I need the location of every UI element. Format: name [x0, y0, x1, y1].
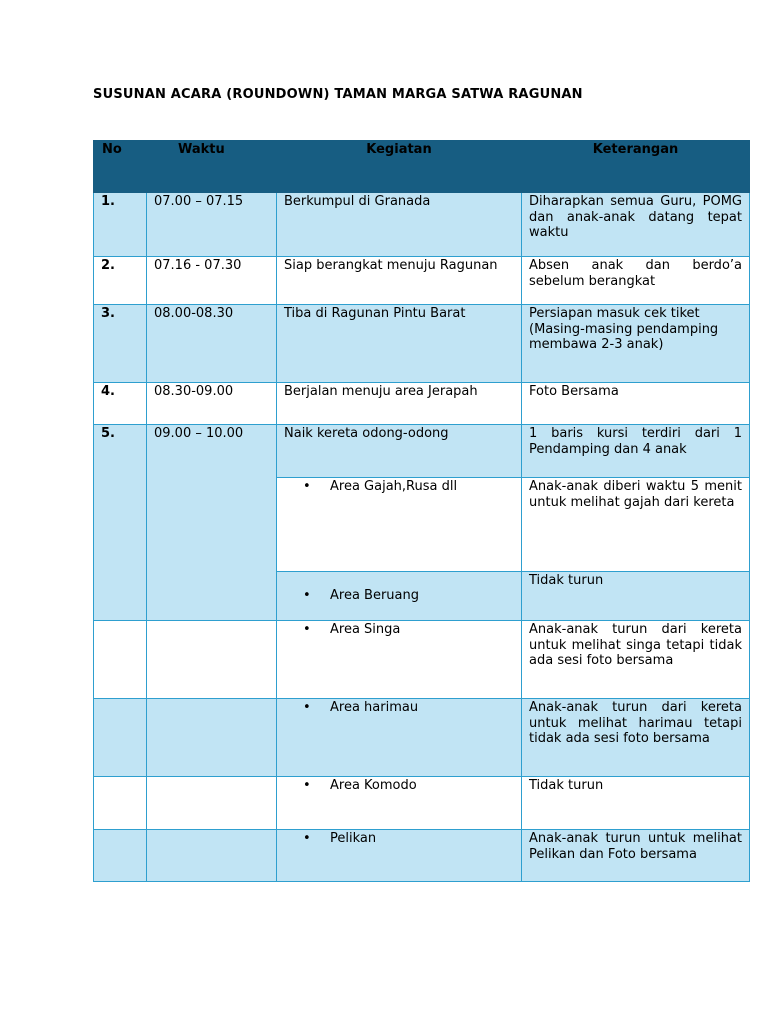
- row-activity: Berjalan menuju area Jerapah: [277, 383, 522, 425]
- row-note: 1 baris kursi terdiri dari 1 Pendamping dan 4 anak: [522, 425, 750, 478]
- bullet-label: Area Beruang: [330, 588, 420, 603]
- row-note: Tidak turun: [522, 572, 750, 621]
- table-row: [94, 777, 750, 830]
- bullet-icon: •: [303, 588, 311, 603]
- schedule-table: [93, 140, 750, 882]
- row-activity: [277, 699, 522, 777]
- table-row: [94, 699, 750, 777]
- row-activity: Siap berangkat menuju Ragunan: [277, 257, 522, 305]
- table-row: [94, 425, 750, 478]
- row-number: 1.: [94, 193, 147, 257]
- empty-cell: [147, 699, 277, 777]
- table-row: [94, 193, 750, 257]
- row-activity: [277, 830, 522, 882]
- row-note: Tidak turun: [522, 777, 750, 830]
- table-row: [94, 830, 750, 882]
- row-note: Absen anak dan berdo’a sebelum berangkat: [522, 257, 750, 305]
- row-time: 07.00 – 07.15: [147, 193, 277, 257]
- bullet-label: Area harimau: [330, 700, 419, 715]
- bullet-icon: •: [303, 622, 311, 637]
- row-number: 5.: [94, 425, 147, 621]
- row-activity: [277, 621, 522, 699]
- row-time: 09.00 – 10.00: [147, 425, 277, 621]
- bullet-label: Area Gajah,Rusa dll: [330, 479, 458, 494]
- bullet-icon: •: [303, 700, 311, 715]
- row-activity: Berkumpul di Granada: [277, 193, 522, 257]
- empty-cell: [147, 830, 277, 882]
- table-header-row: [94, 141, 750, 193]
- row-number: 2.: [94, 257, 147, 305]
- empty-cell: [94, 699, 147, 777]
- table-row: [94, 383, 750, 425]
- header-waktu: Waktu: [147, 141, 277, 193]
- row-note: Anak-anak turun dari kereta untuk melihat singa tetapi tidak ada sesi foto bersama: [522, 621, 750, 699]
- bullet-icon: •: [303, 831, 311, 846]
- bullet-label: Pelikan: [330, 831, 377, 846]
- row-activity: Tiba di Ragunan Pintu Barat: [277, 305, 522, 383]
- page-title: SUSUNAN ACARA (ROUNDOWN) TAMAN MARGA SATWA RAGUNAN: [93, 87, 583, 102]
- empty-cell: [94, 621, 147, 699]
- empty-cell: [94, 777, 147, 830]
- bullet-label: Area Singa: [330, 622, 401, 637]
- row-activity: Naik kereta odong-odong: [277, 425, 522, 478]
- row-note: Diharapkan semua Guru, POMG dan anak-anak datang tepat waktu: [522, 193, 750, 257]
- header-no: No: [94, 141, 147, 193]
- table-row: [94, 305, 750, 383]
- row-note: Persiapan masuk cek tiket (Masing-masing pendamping membawa 2-3 anak): [522, 305, 750, 383]
- row-note: Anak-anak diberi waktu 5 menit untuk melihat gajah dari kereta: [522, 478, 750, 572]
- table-row: [94, 257, 750, 305]
- table-row: [94, 621, 750, 699]
- bullet-icon: •: [303, 479, 311, 494]
- header-keterangan: Keterangan: [522, 141, 750, 193]
- row-time: 08.00-08.30: [147, 305, 277, 383]
- empty-cell: [94, 830, 147, 882]
- row-note: Anak-anak turun dari kereta untuk melihat harimau tetapi tidak ada sesi foto bersama: [522, 699, 750, 777]
- bullet-icon: •: [303, 778, 311, 793]
- row-number: 4.: [94, 383, 147, 425]
- row-activity: [277, 572, 522, 621]
- empty-cell: [147, 777, 277, 830]
- row-note: Foto Bersama: [522, 383, 750, 425]
- row-activity: [277, 777, 522, 830]
- row-note: Anak-anak turun untuk melihat Pelikan dan Foto bersama: [522, 830, 750, 882]
- header-kegiatan: Kegiatan: [277, 141, 522, 193]
- row-time: 07.16 - 07.30: [147, 257, 277, 305]
- row-number: 3.: [94, 305, 147, 383]
- bullet-label: Area Komodo: [330, 778, 417, 793]
- row-time: 08.30-09.00: [147, 383, 277, 425]
- empty-cell: [147, 621, 277, 699]
- row-activity: [277, 478, 522, 572]
